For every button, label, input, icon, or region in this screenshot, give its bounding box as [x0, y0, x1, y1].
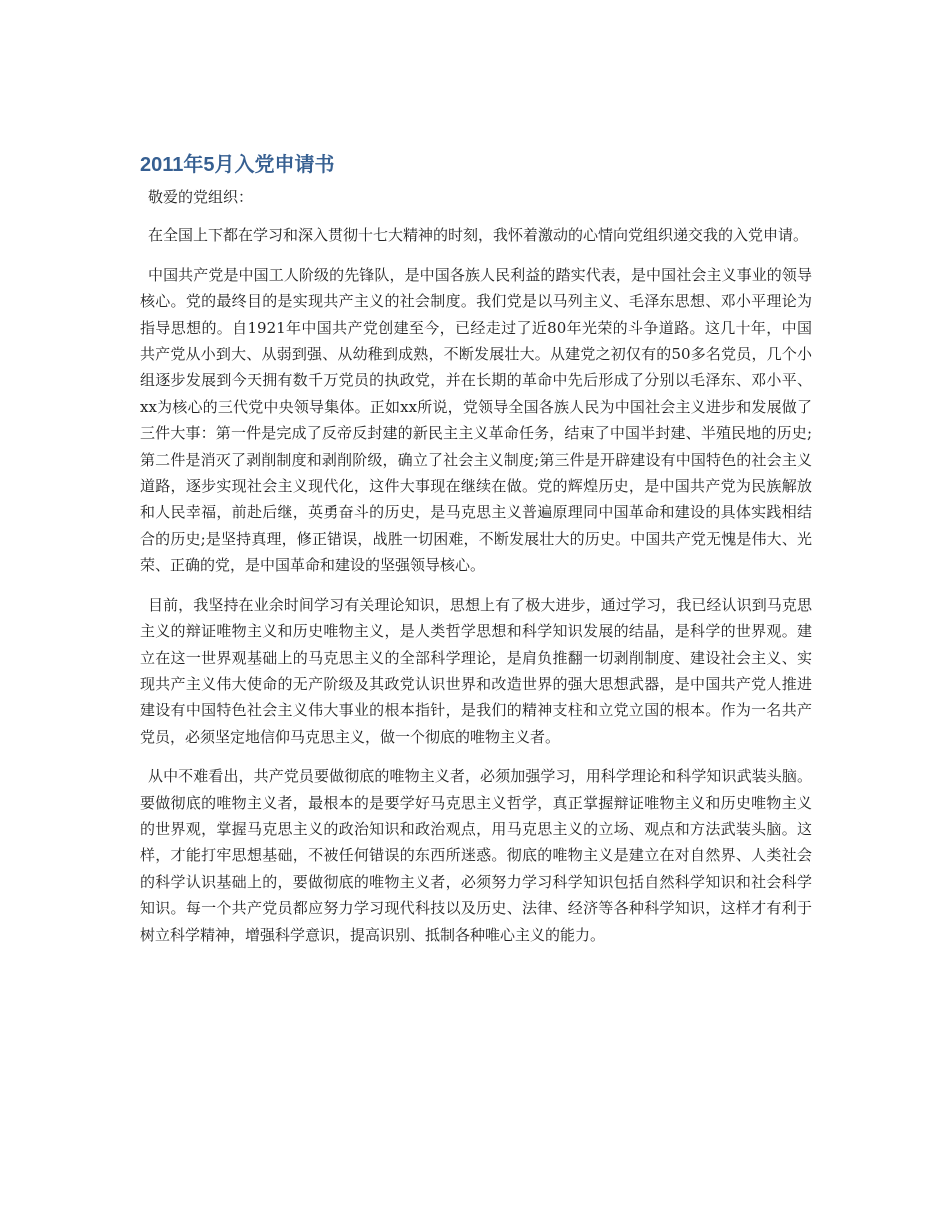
- paragraph-4: 从中不难看出，共产党员要做彻底的唯物主义者，必须加强学习，用科学理论和科学知识武装头脑。要做彻底的唯物主义者，最根本的是要学好马克思主义哲学，真正掌握辩证唯物主义和历史唯物主义的世界观，掌握马克思主义的政治知识和政治观点，用马克思主义的立场、观点和方法武装头脑。这样，才能打牢思想基础，不被任何错误的东西所迷惑。彻底的唯物主义是建立在对自然界、人类社会的科学认识基础上的，要做彻底的唯物主义者，必须努力学习科学知识包括自然科学知识和社会科学知识。每一个共产党员都应努力学习现代科技以及历史、法律、经济等各种科学知识，这样才有利于树立科学精神，增强科学意识，提高识别、抵制各种唯心主义的能力。: [140, 767, 812, 944]
- paragraph-3: 目前，我坚持在业余时间学习有关理论知识，思想上有了极大进步，通过学习，我已经认识到马克思主义的辩证唯物主义和历史唯物主义，是人类哲学思想和科学知识发展的结晶，是科学的世界观。建立在这一世界观基础上的马克思主义的全部科学理论，是肩负推翻一切剥削制度、建设社会主义、实现共产主义伟大使命的无产阶级及其政党认识世界和改造世界的强大思想武器，是中国共产党人推进建设有中国特色社会主义伟大事业的根本指针，是我们的精神支柱和立党立国的根本。作为一名共产党员，必须坚定地信仰马克思主义，做一个彻底的唯物主义者。: [140, 595, 812, 746]
- document-page: [140, 150, 812, 961]
- paragraph-2: 中国共产党是中国工人阶级的先锋队，是中国各族人民利益的踏实代表，是中国社会主义事业的领导核心。党的最终目的是实现共产主义的社会制度。我们党是以马列主义、毛泽东思想、邓小平理论为指导思想的。自1921年中国共产党创建至今，已经走过了近80年光荣的斗争道路。这几十年，中国共产党从小到大、从弱到强、从幼稚到成熟，不断发展壮大。从建党之初仅有的50多名党员，几个小组逐步发展到今天拥有数千万党员的执政党，并在长期的革命中先后形成了分别以毛泽东、邓小平、xx为核心的三代党中央领导集体。正如xx所说，党领导全国各族人民为中国社会主义进步和发展做了三件大事：第一件是完成了反帝反封建的新民主主义革命任务，结束了中国半封建、半殖民地的历史;第二件是消灭了剥削制度和剥削阶级，确立了社会主义制度;第三件是开辟建设有中国特色的社会主义道路，逐步实现社会主义现代化，这件大事现在继续在做。党的辉煌历史，是中国共产党为民族解放和人民幸福，前赴后继，英勇奋斗的历史，是马克思主义普遍原理同中国革命和建设的具体实践相结合的历史;是坚持真理，修正错误，战胜一切困难，不断发展壮大的历史。中国共产党无愧是伟大、光荣、正确的党，是中国革命和建设的坚强领导核心。: [140, 265, 812, 575]
- salutation: 敬爱的党组织：: [148, 188, 254, 206]
- paragraph-1: 在全国上下都在学习和深入贯彻十七大精神的时刻，我怀着激动的心情向党组织递交我的入党申请。: [148, 226, 809, 245]
- document-title: 2011年5月入党申请书: [140, 154, 335, 176]
